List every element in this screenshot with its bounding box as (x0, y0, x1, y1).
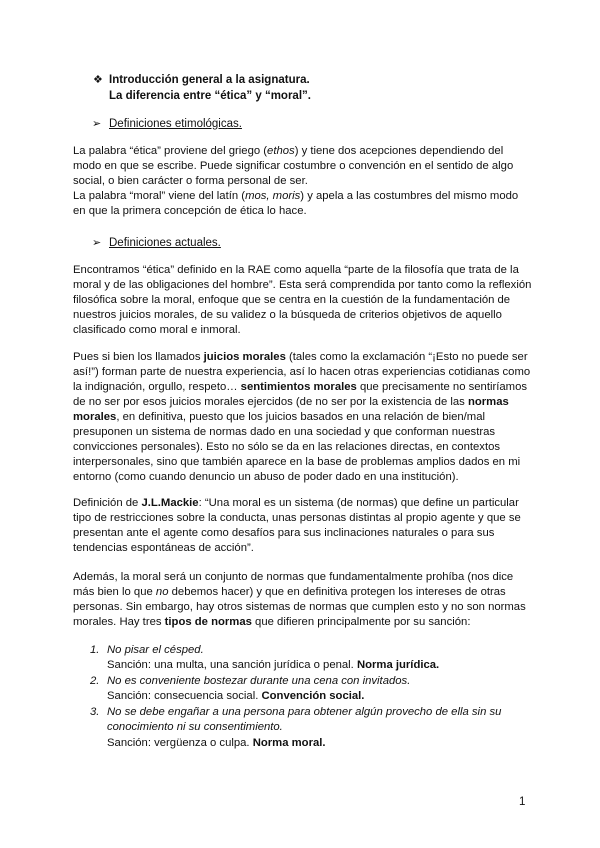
section-label: Definiciones etimológicas. (109, 118, 242, 130)
paragraph-etimologia (73, 144, 533, 219)
paragraph-moral: La palabra “moral” viene del latín (mos, moris) y apela a las costumbres del mismo modo en que la primera concepción de ética lo hace. (73, 190, 519, 217)
page-number: 1 (519, 796, 526, 808)
arrow-bullet-icon: ➢ (92, 118, 102, 130)
norm-types-list: 1. No pisar el césped. Sanción: una multa, una sanción jurídica o penal. Norma jurídica. 2. No es conveniente bostezar durante una cena con invitados. Sanción: consecuencia social. Convención social. 3. No se debe engañar a una persona para obtener algún provecho de ella sin su conocimiento ni su consentimiento. Sanción: vergüenza o culpa. Norma moral. (90, 644, 502, 749)
paragraph-etica: La palabra “ética” proviene del griego (ethos) y tiene dos acepciones dependiendo del modo en que se escribe. Puede significar costumbre o convención en el sentido de algo social, o bien carácter o forma personal de ser. (73, 145, 514, 187)
paragraph-mackie: Definición de J.L.Mackie: “Una moral es un sistema (de normas) que define un particular tipo de restricciones sobre la conducta, unas personas distintas al propio agente y que se presentan ante el agente como desafíos para sus inclinaciones naturales o para sus tendencias espontáneas de acción”. (73, 497, 521, 554)
paragraph-rae: Encontramos “ética” definido en la RAE como aquella “parte de la filosofía que trata de la moral y de las obligaciones del hombre”. Esta será comprendida por tanto como la reflexión filosófica sobre la moral, enfoque que se centra en la cuestión de la fundamentación de nuestros juicios morales, de su validez o la búsqueda de criterios objetivos de aquello clasificado como moral e inmoral. (73, 264, 532, 336)
title-line-1: Introducción general a la asignatura. (109, 74, 310, 86)
paragraph-tipos-normas: Además, la moral será un conjunto de normas que fundamentalmente prohíba (nos dice más bien lo que no debemos hacer) y que en definitiva protegen los intereses de otras personas. Sin embargo, hay otros sistemas de normas que cumplen esto y no son normas morales. Hay tres tipos de normas que difieren principalmente por su sanción: (73, 571, 526, 628)
section-label: Definiciones actuales. (109, 237, 221, 249)
section-heading-actuales (109, 235, 221, 251)
title-line-2: La diferencia entre “ética” y “moral”. (109, 90, 311, 102)
paragraph-juicios-morales: Pues si bien los llamados juicios morales (tales como la exclamación “¡Esto no puede ser así!”) forman parte de nuestra experiencia, así lo hacen otras experiencias cotidianas como la indignación, orgullo, respeto… sentimientos morales que precisamente no sentiríamos de no ser por esos juicios morales ejercidos (de no ser por la existencia de las normas morales, en definitiva, puesto que los juicios basados en una relación de bien/mal presuponen un sistema de normas dado en una sociedad y que conforman nuestras convicciones personales). Esto no sólo se da en las relaciones directas, en contextos interpersonales, sino que también aparece en la base de problemas amplios dados en mi entorno (como cuando denuncio un abuso de poder dado en una institución). (73, 351, 531, 483)
section-heading-etimologicas (109, 116, 242, 132)
arrow-bullet-icon: ➢ (92, 237, 102, 249)
page-title (109, 72, 509, 104)
diamond-bullet-icon: ❖ (93, 74, 103, 86)
